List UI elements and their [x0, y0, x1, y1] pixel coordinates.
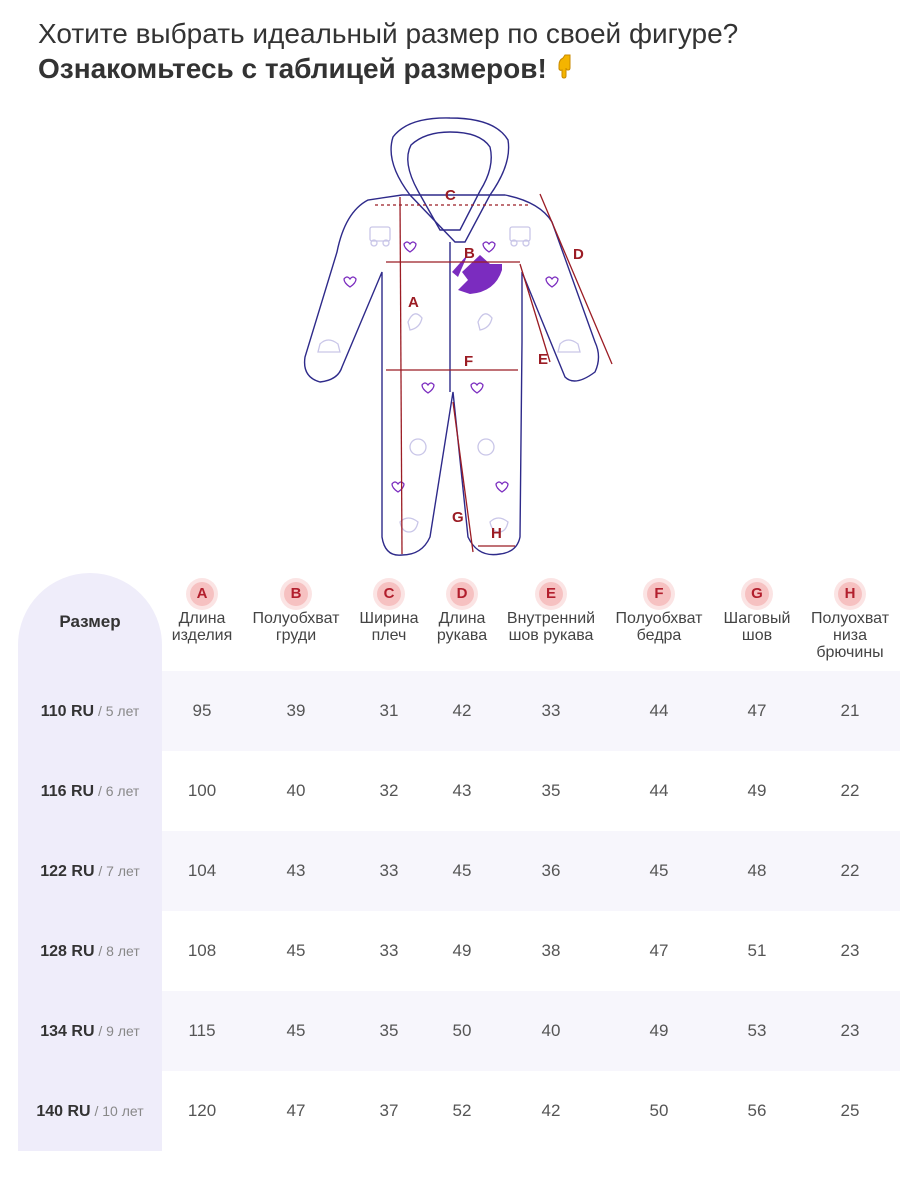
column-label-line: Полуобхват — [252, 610, 340, 627]
column-label-line: груди — [275, 627, 317, 644]
table-cell: 49 — [452, 941, 472, 960]
table-cell: 42 — [541, 1101, 561, 1120]
row-size-label — [18, 1071, 162, 1152]
table-cell: 23 — [840, 1021, 860, 1040]
column-header-h — [800, 582, 900, 661]
table-cell: 56 — [747, 1101, 767, 1120]
table-cell: 52 — [452, 1101, 472, 1120]
column-label-line: Длина — [178, 610, 226, 627]
column-badge: G — [745, 582, 769, 606]
table-cell: 33 — [541, 701, 561, 720]
table-cell: 33 — [379, 861, 399, 880]
column-badge: E — [539, 582, 563, 606]
size-ru: 134 RU — [40, 1023, 95, 1040]
heading-line-1: Хотите выбрать идеальный размер по своей фигуре? — [38, 18, 739, 49]
row-size-label — [18, 831, 162, 912]
decor-hearts — [344, 242, 558, 492]
table-cell: 51 — [747, 941, 767, 960]
size-ru: 110 RU — [40, 703, 95, 720]
overall-diagram — [290, 112, 630, 567]
label-D: D — [573, 246, 584, 263]
size-ru: 116 RU — [40, 783, 95, 800]
table-cell: 45 — [452, 861, 472, 880]
table-cell: 43 — [286, 861, 306, 880]
row-size-label — [18, 751, 162, 832]
column-badge: C — [377, 582, 401, 606]
table-cell: 49 — [649, 1021, 669, 1040]
size-age: / 10 лет — [90, 1103, 144, 1119]
column-header-g — [707, 582, 807, 644]
table-cell: 35 — [379, 1021, 399, 1040]
column-label-line: низа — [832, 627, 867, 644]
column-label-line: изделия — [171, 627, 233, 644]
column-header-b — [246, 582, 346, 644]
table-cell: 37 — [379, 1101, 399, 1120]
table-cell: 53 — [747, 1021, 767, 1040]
column-header-d — [412, 582, 512, 644]
table-cell: 40 — [541, 1021, 561, 1040]
column-header-f — [609, 582, 709, 644]
table-cell: 49 — [747, 781, 767, 800]
row-size-label — [18, 991, 162, 1072]
heading-line-2-text: Ознакомьтесь с таблицей размеров! — [38, 53, 547, 84]
table-cell: 36 — [541, 861, 561, 880]
column-badge: B — [284, 582, 308, 606]
table-cell: 100 — [187, 781, 217, 800]
label-G: G — [452, 509, 464, 526]
column-badge: D — [450, 582, 474, 606]
row-size-label — [18, 671, 162, 752]
column-label-line: бедра — [636, 627, 682, 644]
table-cell: 25 — [840, 1101, 860, 1120]
table-cell: 42 — [452, 701, 472, 720]
table-cell: 35 — [541, 781, 561, 800]
column-badge: A — [190, 582, 214, 606]
table-cell: 48 — [747, 861, 767, 880]
table-cell: 45 — [286, 1021, 306, 1040]
size-age: / 9 лет — [94, 1023, 140, 1039]
heading-line-2 — [38, 52, 575, 87]
column-label-line: Длина — [438, 610, 486, 627]
column-label-line: рукава — [436, 627, 488, 644]
measure-letters — [408, 187, 584, 542]
column-badge: F — [647, 582, 671, 606]
table-cell: 45 — [649, 861, 669, 880]
table-cell: 120 — [187, 1101, 217, 1120]
label-H: H — [491, 525, 502, 542]
label-E: E — [538, 351, 549, 368]
table-cell: 31 — [379, 701, 399, 720]
table-cell: 95 — [192, 701, 212, 720]
size-ru: 140 RU — [36, 1103, 91, 1120]
table-cell: 33 — [379, 941, 399, 960]
size-ru: 122 RU — [40, 863, 95, 880]
table-cell: 45 — [286, 941, 306, 960]
table-cell: 44 — [649, 701, 669, 720]
table-cell: 32 — [379, 781, 399, 800]
column-label-line: Полуобхват — [615, 610, 703, 627]
table-cell: 108 — [187, 941, 217, 960]
table-cell: 21 — [840, 701, 860, 720]
size-column-header: Размер — [59, 612, 121, 631]
column-header-e — [501, 582, 601, 644]
column-label-line: Полуохват — [810, 610, 890, 627]
column-label-line: Ширина — [359, 610, 419, 627]
column-label-line: плеч — [371, 627, 407, 644]
column-badge: H — [838, 582, 862, 606]
table-cell: 40 — [286, 781, 306, 800]
label-A: A — [408, 294, 419, 311]
column-label-line: Внутренний — [506, 610, 596, 627]
size-age: / 7 лет — [94, 863, 140, 879]
column-label-line: Шаговый — [723, 610, 791, 627]
table-cell: 44 — [649, 781, 669, 800]
row-size-label — [18, 911, 162, 992]
table-cell: 47 — [649, 941, 669, 960]
table-cell: 23 — [840, 941, 860, 960]
column-label-line: шов — [741, 627, 773, 644]
overall-outline — [305, 118, 599, 555]
table-cell: 38 — [541, 941, 561, 960]
table-cell: 50 — [649, 1101, 669, 1120]
pointing-down-hand-icon — [551, 52, 575, 87]
size-ru: 128 RU — [40, 943, 95, 960]
table-cell: 50 — [452, 1021, 472, 1040]
table-cell: 39 — [286, 701, 306, 720]
table-cell: 47 — [747, 701, 767, 720]
brand-logo — [452, 254, 502, 294]
table-cell: 47 — [286, 1101, 306, 1120]
table-cell: 22 — [840, 861, 860, 880]
size-age: / 8 лет — [94, 943, 140, 959]
size-age: / 6 лет — [94, 783, 140, 799]
label-B: B — [464, 245, 475, 262]
table-cell: 115 — [188, 1021, 216, 1040]
table-cell: 104 — [187, 861, 217, 880]
table-cell: 43 — [452, 781, 472, 800]
column-label-line: брючины — [816, 644, 884, 661]
size-age: / 5 лет — [94, 703, 140, 719]
label-C: C — [445, 187, 456, 204]
column-label-line: шов рукава — [508, 627, 594, 644]
decor-toys — [318, 227, 580, 532]
table-cell: 22 — [840, 781, 860, 800]
label-F: F — [464, 353, 474, 370]
column-header-a — [152, 582, 252, 644]
